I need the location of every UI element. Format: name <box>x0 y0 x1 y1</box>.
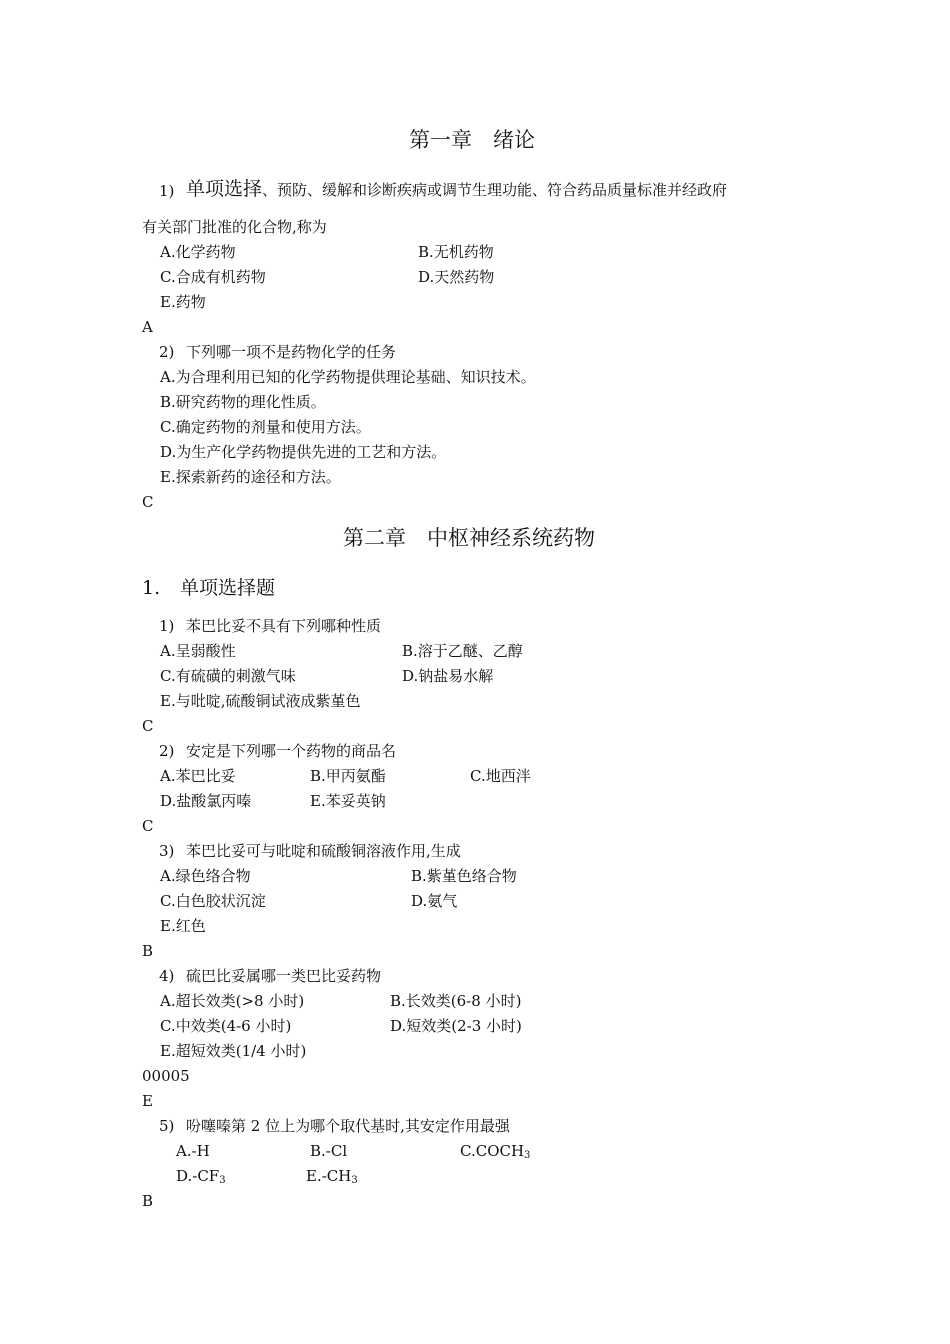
option-e-text: E.-CH <box>306 1167 352 1185</box>
question-1-2-number: 2) <box>159 343 175 361</box>
question-2-5-stem: 吩噻嗪第 2 位上为哪个取代基时,其安定作用最强 <box>186 1117 510 1135</box>
option-e: E.探索新药的途径和方法。 <box>160 468 341 486</box>
option-c-text: C.COCH <box>460 1142 525 1160</box>
question-2-4-number: 4) <box>159 967 175 985</box>
question-2-3-stem: 苯巴比妥可与吡啶和硫酸铜溶液作用,生成 <box>186 842 461 860</box>
option-c: C.白色胶状沉淀 <box>160 892 266 910</box>
option-e: E.红色 <box>160 917 206 935</box>
answer: C <box>142 817 154 835</box>
option-c-subscript: 3 <box>524 1150 531 1161</box>
option-c: C.中效类(4-6 小时) <box>160 1017 292 1035</box>
option-c: C.有硫磺的刺激气味 <box>160 667 296 685</box>
option-d-subscript: 3 <box>219 1175 226 1186</box>
option-c: C.确定药物的剂量和使用方法。 <box>160 418 371 436</box>
option-e <box>306 1166 358 1191</box>
option-b: B.研究药物的理化性质。 <box>160 393 326 411</box>
answer: B <box>142 1192 154 1210</box>
option-b: B.紫堇色络合物 <box>411 867 517 885</box>
chapter-1-title: 第一章 绪论 <box>409 128 535 152</box>
question-2-3-number: 3) <box>159 842 175 860</box>
page-code: 00005 <box>142 1067 190 1085</box>
option-e: E.药物 <box>160 293 206 311</box>
option-a: A.苯巴比妥 <box>160 767 236 785</box>
question-2-2-stem: 安定是下列哪一个药物的商品名 <box>186 742 397 760</box>
option-a: A.-H <box>176 1142 210 1160</box>
question-2-5-number: 5) <box>159 1117 175 1135</box>
section-number: 1. <box>142 577 161 599</box>
answer: E <box>142 1092 153 1110</box>
option-c: C.地西泮 <box>470 767 531 785</box>
option-e: E.与吡啶,硫酸铜试液成紫堇色 <box>160 692 361 710</box>
option-a: A.呈弱酸性 <box>160 642 236 660</box>
option-d: D.短效类(2-3 小时) <box>390 1017 522 1035</box>
answer: C <box>142 717 154 735</box>
question-1-1-stem-line2: 有关部门批准的化合物,称为 <box>142 218 327 236</box>
answer: B <box>142 942 154 960</box>
question-1-2-stem: 下列哪一项不是药物化学的任务 <box>186 343 397 361</box>
option-d <box>176 1166 226 1191</box>
option-d: D.盐酸氯丙嗪 <box>160 792 252 810</box>
option-d: D.天然药物 <box>418 268 495 286</box>
question-2-2-number: 2) <box>159 742 175 760</box>
question-2-4-stem: 硫巴比妥属哪一类巴比妥药物 <box>186 967 382 985</box>
chapter-2-title: 第二章 中枢神经系统药物 <box>343 526 595 550</box>
section-label: 单项选择题 <box>180 577 276 599</box>
option-e: E.苯妥英钠 <box>310 792 386 810</box>
option-c <box>460 1141 530 1166</box>
option-c: C.合成有机药物 <box>160 268 266 286</box>
answer: A <box>142 318 153 336</box>
option-d: D.为生产化学药物提供先进的工艺和方法。 <box>160 443 447 461</box>
option-e: E.超短效类(1/4 小时) <box>160 1042 307 1060</box>
question-1-1-stem-text: 、预防、缓解和诊断疾病或调节生理功能、符合药品质量标准并经政府 <box>262 181 728 199</box>
question-1-1-number: 1) <box>159 182 175 200</box>
option-b: B.甲丙氨酯 <box>310 767 386 785</box>
option-d: D.氨气 <box>411 892 458 910</box>
option-b: B.无机药物 <box>418 243 494 261</box>
option-b: B.-Cl <box>310 1142 348 1160</box>
option-a: A.超长效类(>8 小时) <box>160 992 305 1010</box>
question-2-1-stem: 苯巴比妥不具有下列哪种性质 <box>186 617 382 635</box>
option-a: A.化学药物 <box>160 243 236 261</box>
option-a: A.绿色络合物 <box>160 867 251 885</box>
option-a: A.为合理利用已知的化学药物提供理论基础、知识技术。 <box>160 368 536 386</box>
question-1-1-stem-line1 <box>186 179 727 200</box>
option-d-text: D.-CF <box>176 1167 220 1185</box>
answer: C <box>142 493 154 511</box>
question-2-1-number: 1) <box>159 617 175 635</box>
option-d: D.钠盐易水解 <box>402 667 494 685</box>
question-1-1-lead: 单项选择 <box>186 178 263 200</box>
option-b: B.溶于乙醚、乙醇 <box>402 642 523 660</box>
option-b: B.长效类(6-8 小时) <box>390 992 522 1010</box>
option-e-subscript: 3 <box>351 1175 358 1186</box>
